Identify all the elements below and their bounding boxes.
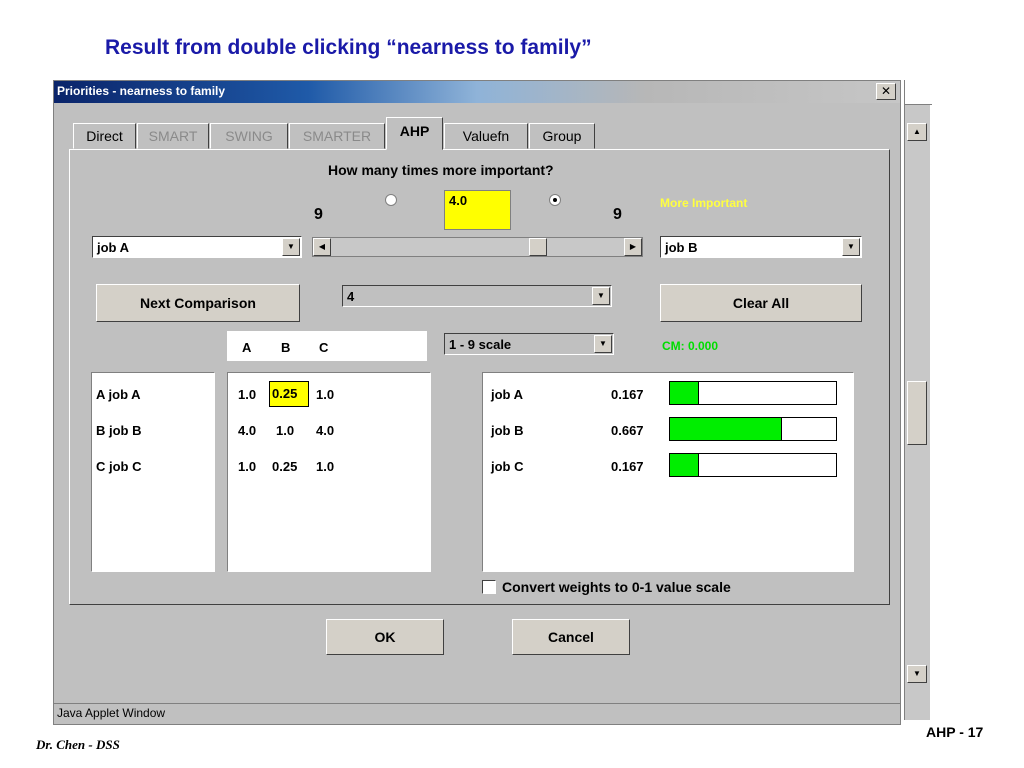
tab-swing: SWING bbox=[210, 123, 288, 149]
right-item-select[interactable] bbox=[660, 236, 862, 258]
importance-slider[interactable] bbox=[312, 237, 643, 257]
row-label: B job B bbox=[96, 423, 142, 438]
matrix-cell-selected[interactable]: 0.25 bbox=[269, 381, 309, 407]
matrix-header bbox=[227, 331, 427, 361]
slider-right-arrow-icon[interactable]: ▶ bbox=[624, 238, 642, 256]
chevron-down-icon[interactable]: ▼ bbox=[842, 238, 860, 256]
more-important-label: More Important bbox=[660, 196, 748, 210]
status-text: Java Applet Window bbox=[57, 706, 166, 720]
title-bar[interactable] bbox=[54, 81, 900, 103]
comparison-matrix bbox=[227, 372, 431, 572]
tab-ahp[interactable]: AHP bbox=[386, 117, 443, 150]
matrix-cell[interactable]: 4.0 bbox=[238, 423, 257, 438]
row-label: A job A bbox=[96, 387, 141, 402]
priority-weight: 0.167 bbox=[611, 387, 644, 402]
priority-bar-fill bbox=[670, 454, 699, 476]
matrix-cell[interactable]: 1.0 bbox=[238, 459, 257, 474]
vertical-scrollbar[interactable] bbox=[904, 105, 930, 720]
question-label: How many times more important? bbox=[328, 162, 554, 178]
row-label-list bbox=[91, 372, 215, 572]
left-radio[interactable] bbox=[385, 194, 397, 206]
chevron-down-icon[interactable]: ▼ bbox=[592, 287, 610, 305]
chevron-down-icon[interactable]: ▼ bbox=[594, 335, 612, 353]
matrix-cell[interactable]: 1.0 bbox=[276, 423, 295, 438]
priority-bar bbox=[669, 381, 837, 405]
scroll-down-arrow-icon[interactable]: ▼ bbox=[907, 665, 927, 683]
matrix-cell[interactable]: 1.0 bbox=[316, 459, 335, 474]
slider-thumb[interactable] bbox=[529, 238, 547, 256]
slider-left-arrow-icon[interactable]: ◀ bbox=[313, 238, 331, 256]
scale-select[interactable] bbox=[444, 333, 614, 355]
footer-author: Dr. Chen - DSS bbox=[36, 737, 120, 752]
priority-weight: 0.167 bbox=[611, 459, 644, 474]
left-item-select[interactable] bbox=[92, 236, 302, 258]
cancel-button[interactable]: Cancel bbox=[512, 619, 630, 655]
slide-title: Result from double clicking “nearness to family” bbox=[105, 36, 592, 59]
scale-value: 1 - 9 scale bbox=[449, 337, 512, 352]
scroll-up-arrow-icon[interactable]: ▲ bbox=[907, 123, 927, 141]
tab-group[interactable]: Group bbox=[529, 123, 595, 149]
priorities-list bbox=[482, 372, 854, 572]
right-scale-label: 9 bbox=[613, 206, 622, 223]
ok-button[interactable]: OK bbox=[326, 619, 444, 655]
footer-slide-number: AHP - 17 bbox=[926, 724, 984, 740]
importance-value: 4.0 bbox=[449, 193, 468, 208]
priority-bar bbox=[669, 453, 837, 477]
right-radio[interactable] bbox=[549, 194, 561, 206]
clear-all-button[interactable]: Clear All bbox=[660, 284, 862, 322]
priority-bar-fill bbox=[670, 382, 699, 404]
left-scale-label: 9 bbox=[314, 206, 323, 223]
next-comparison-button[interactable]: Next Comparison bbox=[96, 284, 300, 322]
priority-name: job C bbox=[491, 459, 524, 474]
window-title: Priorities - nearness to family bbox=[57, 84, 226, 98]
scrollbar-thumb[interactable] bbox=[907, 381, 927, 445]
priorities-dialog bbox=[53, 80, 901, 725]
priority-name: job B bbox=[491, 423, 524, 438]
matrix-col-b: B bbox=[281, 340, 291, 355]
tab-valuefn[interactable]: Valuefn bbox=[444, 123, 528, 149]
matrix-cell[interactable]: 1.0 bbox=[316, 387, 335, 402]
tab-smarter: SMARTER bbox=[289, 123, 385, 149]
right-item-value: job B bbox=[665, 240, 698, 255]
tab-smart: SMART bbox=[137, 123, 209, 149]
consistency-measure: CM: 0.000 bbox=[662, 339, 719, 353]
ahp-panel bbox=[69, 149, 890, 605]
convert-checkbox[interactable] bbox=[482, 580, 496, 594]
chevron-down-icon[interactable]: ▼ bbox=[282, 238, 300, 256]
background-window-edge bbox=[904, 80, 932, 105]
matrix-cell[interactable]: 4.0 bbox=[316, 423, 335, 438]
priority-weight: 0.667 bbox=[611, 423, 644, 438]
matrix-col-a: A bbox=[242, 340, 252, 355]
status-divider bbox=[54, 703, 900, 704]
priority-bar bbox=[669, 417, 837, 441]
matrix-col-c: C bbox=[319, 340, 329, 355]
convert-label: Convert weights to 0-1 value scale bbox=[502, 579, 731, 595]
matrix-cell[interactable]: 1.0 bbox=[238, 387, 257, 402]
comparison-value: 4 bbox=[347, 289, 355, 304]
priority-name: job A bbox=[491, 387, 524, 402]
left-item-value: job A bbox=[97, 240, 130, 255]
comparison-select[interactable] bbox=[342, 285, 612, 307]
importance-value-field[interactable] bbox=[444, 190, 511, 230]
matrix-cell[interactable]: 0.25 bbox=[272, 459, 298, 474]
row-label: C job C bbox=[96, 459, 142, 474]
priority-bar-fill bbox=[670, 418, 782, 440]
close-button[interactable]: ✕ bbox=[876, 83, 896, 100]
tab-direct[interactable]: Direct bbox=[73, 123, 136, 149]
